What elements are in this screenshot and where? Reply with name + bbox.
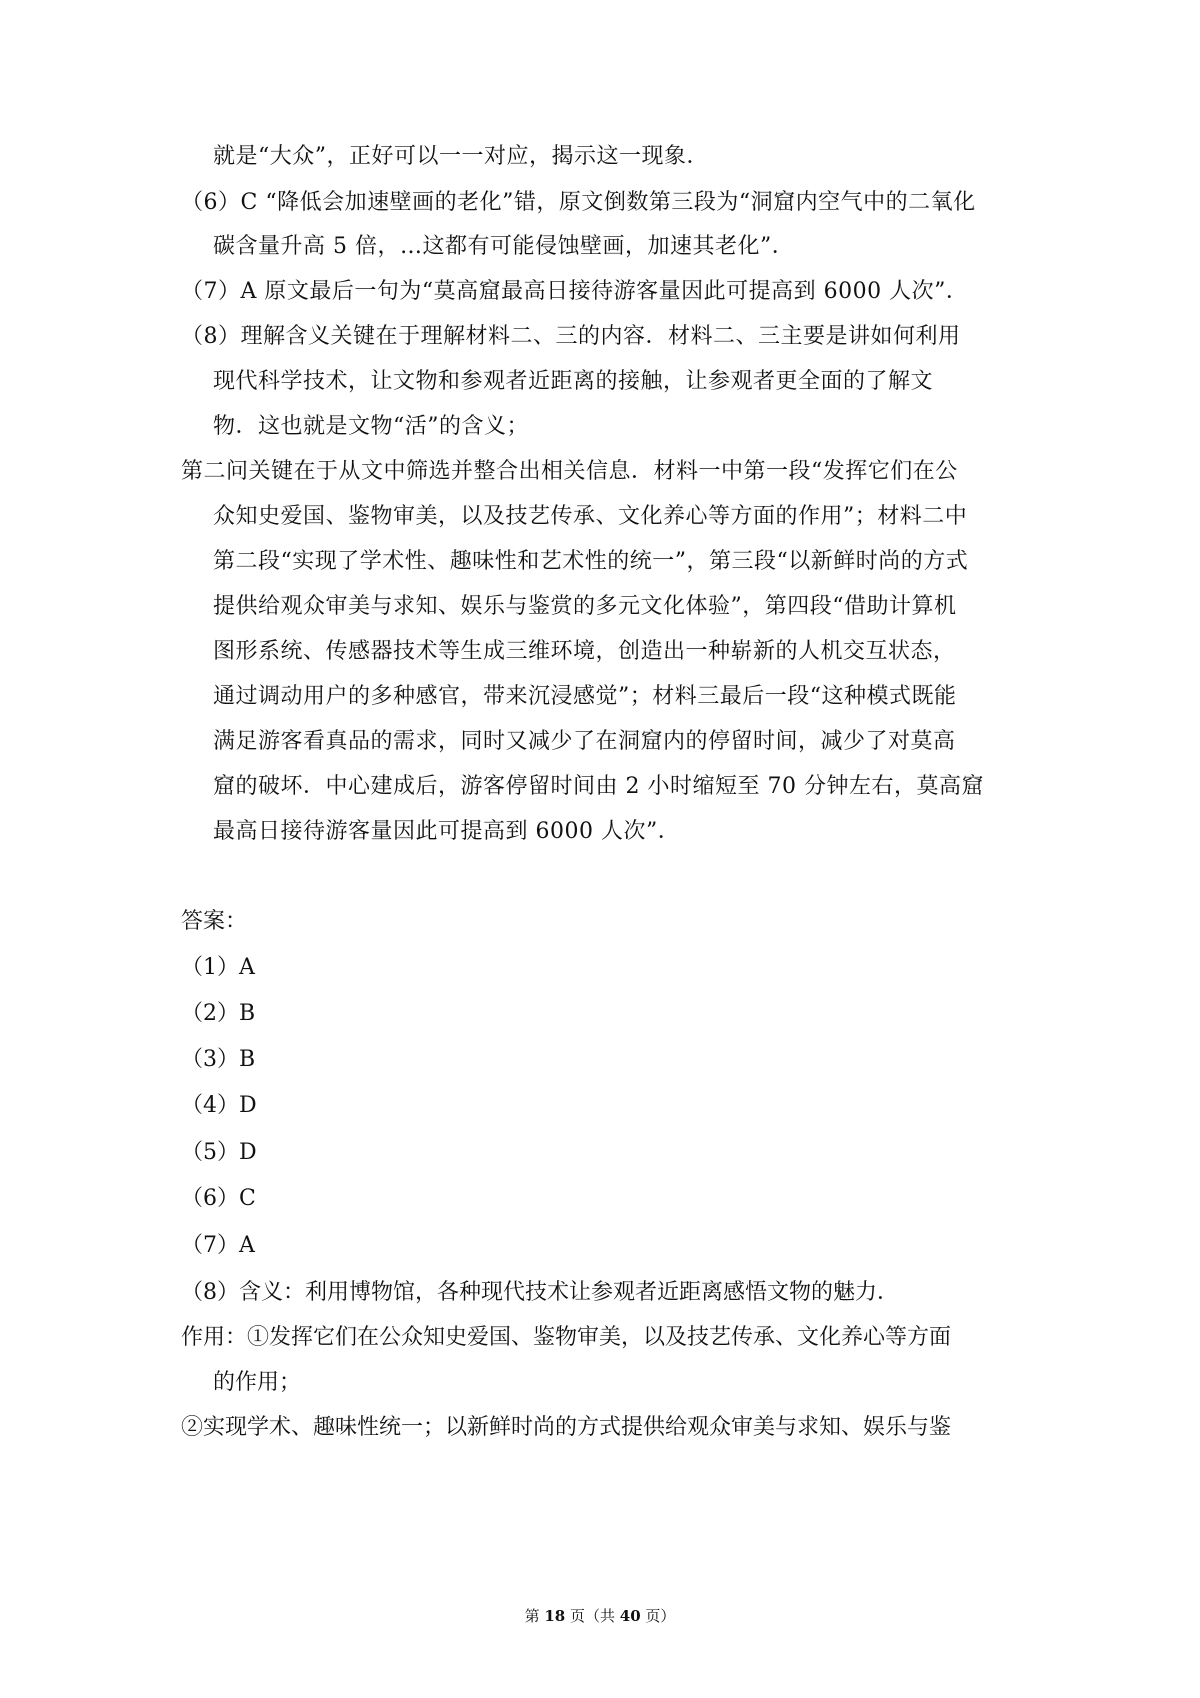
answer-item: （5）D [181,1140,257,1165]
text-line: 众知史爱国、鉴物审美，以及技艺传承、文化养心等方面的作用”；材料二中 [213,504,968,529]
text-line: （6）C “降低会加速壁画的老化”错，原文倒数第三段为“洞窟内空气中的二氧化 [181,190,976,215]
text-line: （8）理解含义关键在于理解材料二、三的内容．材料二、三主要是讲如何利用 [181,324,961,349]
text-line: 提供给观众审美与求知、娱乐与鉴赏的多元文化体验”，第四段“借助计算机 [213,594,957,619]
page-footer [0,1606,1200,1626]
text-line: 最高日接待游客量因此可提高到 6000 人次”． [213,819,681,844]
text-line: （7）A 原文最后一句为“莫高窟最高日接待游客量因此可提高到 6000 人次”． [181,279,969,304]
footer-total-pages: 40 [619,1607,641,1625]
answer-item: （1）A [181,955,255,980]
text-line: 满足游客看真品的需求，同时又减少了在洞窟内的停留时间，减少了对莫高 [213,729,956,754]
footer-page-number: 18 [544,1607,566,1625]
answer-item: （4）D [181,1093,257,1118]
answer-item: ②实现学术、趣味性统一；以新鲜时尚的方式提供给观众审美与求知、娱乐与鉴 [181,1415,952,1440]
answer-item: （7）A [181,1233,255,1258]
footer-prefix: 第 [524,1607,545,1625]
text-line: 窟的破坏．中心建成后，游客停留时间由 2 小时缩短至 70 分钟左右，莫高窟 [213,774,984,799]
answer-heading: 答案： [181,909,248,934]
footer-middle: 页（共 [565,1607,620,1625]
answer-item: （3）B [181,1047,256,1072]
text-line: 物．这也就是文物“活”的含义； [213,414,529,439]
text-line: 就是“大众”，正好可以一一对应，揭示这一现象． [213,144,709,169]
footer-suffix: 页） [640,1607,676,1625]
text-line: 现代科学技术，让文物和参观者近距离的接触，让参观者更全面的了解文 [213,369,934,394]
answer-item: 作用：①发挥它们在公众知史爱国、鉴物审美，以及技艺传承、文化养心等方面 [181,1325,952,1350]
text-line: 碳含量升高 5 倍，…这都有可能侵蚀壁画，加速其老化”． [213,234,795,259]
text-line: 通过调动用户的多种感官，带来沉浸感觉”；材料三最后一段“这种模式既能 [213,684,957,709]
text-line: 第二段“实现了学术性、趣味性和艺术性的统一”，第三段“以新鲜时尚的方式 [213,549,969,574]
text-line: 第二问关键在于从文中筛选并整合出相关信息．材料一中第一段“发挥它们在公 [181,459,958,484]
answer-item: （2）B [181,1001,256,1026]
text-line: 图形系统、传感器技术等生成三维环境，创造出一种崭新的人机交互状态， [213,639,956,664]
answer-item: （8）含义：利用博物馆，各种现代技术让参观者近距离感悟文物的魅力． [181,1280,899,1305]
answer-item: （6）C [181,1186,256,1211]
answer-item: 的作用； [213,1370,302,1395]
